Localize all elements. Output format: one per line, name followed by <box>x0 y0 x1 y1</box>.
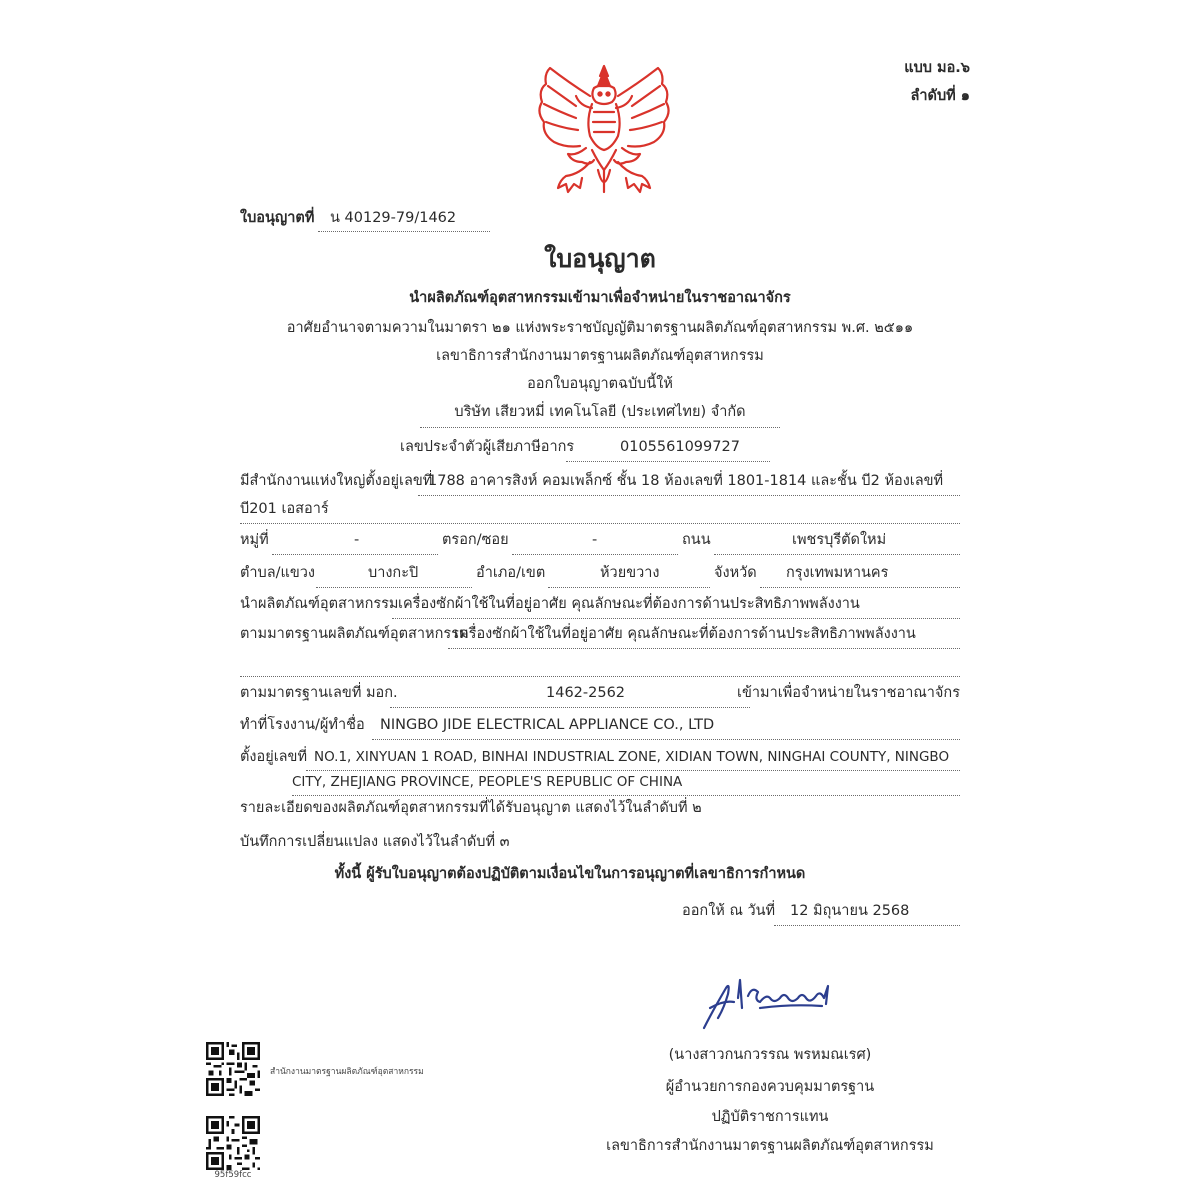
tax-id-value: 0105561099727 <box>620 439 740 455</box>
qr-agency-caption: สำนักงานมาตรฐานผลิตภัณฑ์อุตสาหกรรม <box>270 1067 424 1077</box>
head-office-label: มีสำนักงานแห่งใหญ่ตั้งอยู่เลขที่ <box>240 473 433 489</box>
issue-to-line: ออกใบอนุญาตฉบับนี้ให้ <box>527 376 673 392</box>
head-office-dotline2 <box>240 523 960 524</box>
province-dotline <box>760 587 960 588</box>
issue-date-dotline <box>774 925 960 926</box>
changes-line: บันทึกการเปลี่ยนแปลง แสดงไว้ในลำดับที่ ๓ <box>240 834 510 850</box>
district-label: อำเภอ/เขต <box>476 565 546 581</box>
tax-id-dotline <box>566 461 770 462</box>
qr-code-caption: 95f59fcc <box>214 1170 252 1180</box>
license-no-dotline <box>318 231 490 232</box>
soi-dotline <box>512 554 678 555</box>
standard-dotline2 <box>240 676 960 677</box>
issue-date-value: 12 มิถุนายน 2568 <box>790 903 910 919</box>
head-office-dotline1 <box>418 495 960 496</box>
subtitle: นำผลิตภัณฑ์อุตสาหกรรมเข้ามาเพื่อจำหน่ายในราชอาณาจักร <box>409 290 791 306</box>
signatory-on-behalf: เลขาธิการสำนักงานมาตรฐานผลิตภัณฑ์อุตสาหกรรม <box>606 1138 934 1154</box>
product-dotline <box>392 618 960 619</box>
standard-no-label: ตามมาตรฐานเลขที่ มอก. <box>240 685 398 701</box>
tax-id-label: เลขประจำตัวผู้เสียภาษีอากร <box>400 439 575 455</box>
factory-address-line1: NO.1, XINYUAN 1 ROAD, BINHAI INDUSTRIAL ZONE, XIDIAN TOWN, NINGHAI COUNTY, NINGBO <box>314 749 950 765</box>
moo-value: - <box>354 532 360 548</box>
authority-line: อาศัยอำนาจตามความในมาตรา ๒๑ แห่งพระราชบัญญัติมาตรฐานผลิตภัณฑ์อุตสาหกรรม พ.ศ. ๒๕๑๑ <box>286 320 914 336</box>
garuda-emblem-icon <box>528 62 680 198</box>
page-title: ใบอนุญาต <box>544 244 656 273</box>
factory-value: NINGBO JIDE ELECTRICAL APPLIANCE CO., LTD <box>380 717 715 733</box>
standard-no-dotline <box>390 707 750 708</box>
details-line: รายละเอียดของผลิตภัณฑ์อุตสาหกรรมที่ได้รับอนุญาต แสดงไว้ในลำดับที่ ๒ <box>240 800 702 816</box>
product-label: นำผลิตภัณฑ์อุตสาหกรรม <box>240 596 399 612</box>
issuer-line: เลขาธิการสำนักงานมาตรฐานผลิตภัณฑ์อุตสาหกรรม <box>436 348 764 364</box>
factory-address-dotline2 <box>292 795 960 796</box>
factory-address-dotline1 <box>306 770 960 771</box>
province-label: จังหวัด <box>714 565 757 581</box>
road-label: ถนน <box>682 532 711 548</box>
product-value: เครื่องซักผ้าใช้ในที่อยู่อาศัย คุณลักษณะที่ต้องการด้านประสิทธิภาพพลังงาน <box>398 596 860 612</box>
qr-code-verify[interactable] <box>206 1116 260 1170</box>
factory-address-label: ตั้งอยู่เลขที่ <box>240 749 308 765</box>
issue-date-label: ออกให้ ณ วันที่ <box>682 903 776 919</box>
license-no-value: น 40129-79/1462 <box>330 210 457 226</box>
road-value: เพชรบุรีตัดใหม่ <box>792 532 887 548</box>
standard-no-value: 1462-2562 <box>546 685 626 701</box>
signatory-name: (นางสาวกนกวรรณ พรหมณเรศ) <box>668 1047 872 1063</box>
form-code: แบบ มอ.๖ <box>904 60 970 76</box>
factory-dotline <box>372 739 960 740</box>
province-value: กรุงเทพมหานคร <box>786 565 889 581</box>
subdistrict-dotline <box>316 587 472 588</box>
qr-code-agency[interactable] <box>206 1042 260 1096</box>
standard-dotline1 <box>448 648 960 649</box>
road-dotline <box>714 554 960 555</box>
factory-label: ทำที่โรงงาน/ผู้ทำชื่อ <box>240 717 365 733</box>
subdistrict-value: บางกะปิ <box>368 565 419 581</box>
standard-value: เครื่องซักผ้าใช้ในที่อยู่อาศัย คุณลักษณะที่ต้องการด้านประสิทธิภาพพลังงาน <box>454 626 916 642</box>
head-office-line1: 1788 อาคารสิงห์ คอมเพล็กซ์ ชั้น 18 ห้องเลขที่ 1801-1814 และชั้น บี2 ห้องเลขที่ <box>428 473 944 489</box>
standard-no-suffix: เข้ามาเพื่อจำหน่ายในราชอาณาจักร <box>737 685 960 701</box>
district-dotline <box>548 587 710 588</box>
company-name: บริษัท เสียวหมี่ เทคโนโลยี (ประเทศไทย) จำกัด <box>454 404 746 420</box>
soi-value: - <box>592 532 598 548</box>
moo-dotline <box>272 554 438 555</box>
factory-address-line2: CITY, ZHEJIANG PROVINCE, PEOPLE'S REPUBLIC OF CHINA <box>292 774 683 790</box>
signatory-position: ผู้อำนวยการกองควบคุมมาตรฐาน <box>665 1079 875 1095</box>
form-order: ลำดับที่ ๑ <box>910 88 970 104</box>
company-dotline <box>420 427 780 428</box>
license-no-label: ใบอนุญาตที่ <box>240 210 315 226</box>
standard-label: ตามมาตรฐานผลิตภัณฑ์อุตสาหกรรม <box>240 626 469 642</box>
signature-image <box>690 972 860 1036</box>
signatory-acting: ปฏิบัติราชการแทน <box>711 1109 829 1125</box>
district-value: ห้วยขวาง <box>600 565 660 581</box>
head-office-line2: บี201 เอสอาร์ <box>240 501 329 517</box>
soi-label: ตรอก/ซอย <box>442 532 509 548</box>
subdistrict-label: ตำบล/แขวง <box>240 565 316 581</box>
moo-label: หมู่ที่ <box>240 532 269 548</box>
condition-line: ทั้งนี้ ผู้รับใบอนุญาตต้องปฏิบัติตามเงื่อนไขในการอนุญาตที่เลขาธิการกำหนด <box>334 866 806 882</box>
